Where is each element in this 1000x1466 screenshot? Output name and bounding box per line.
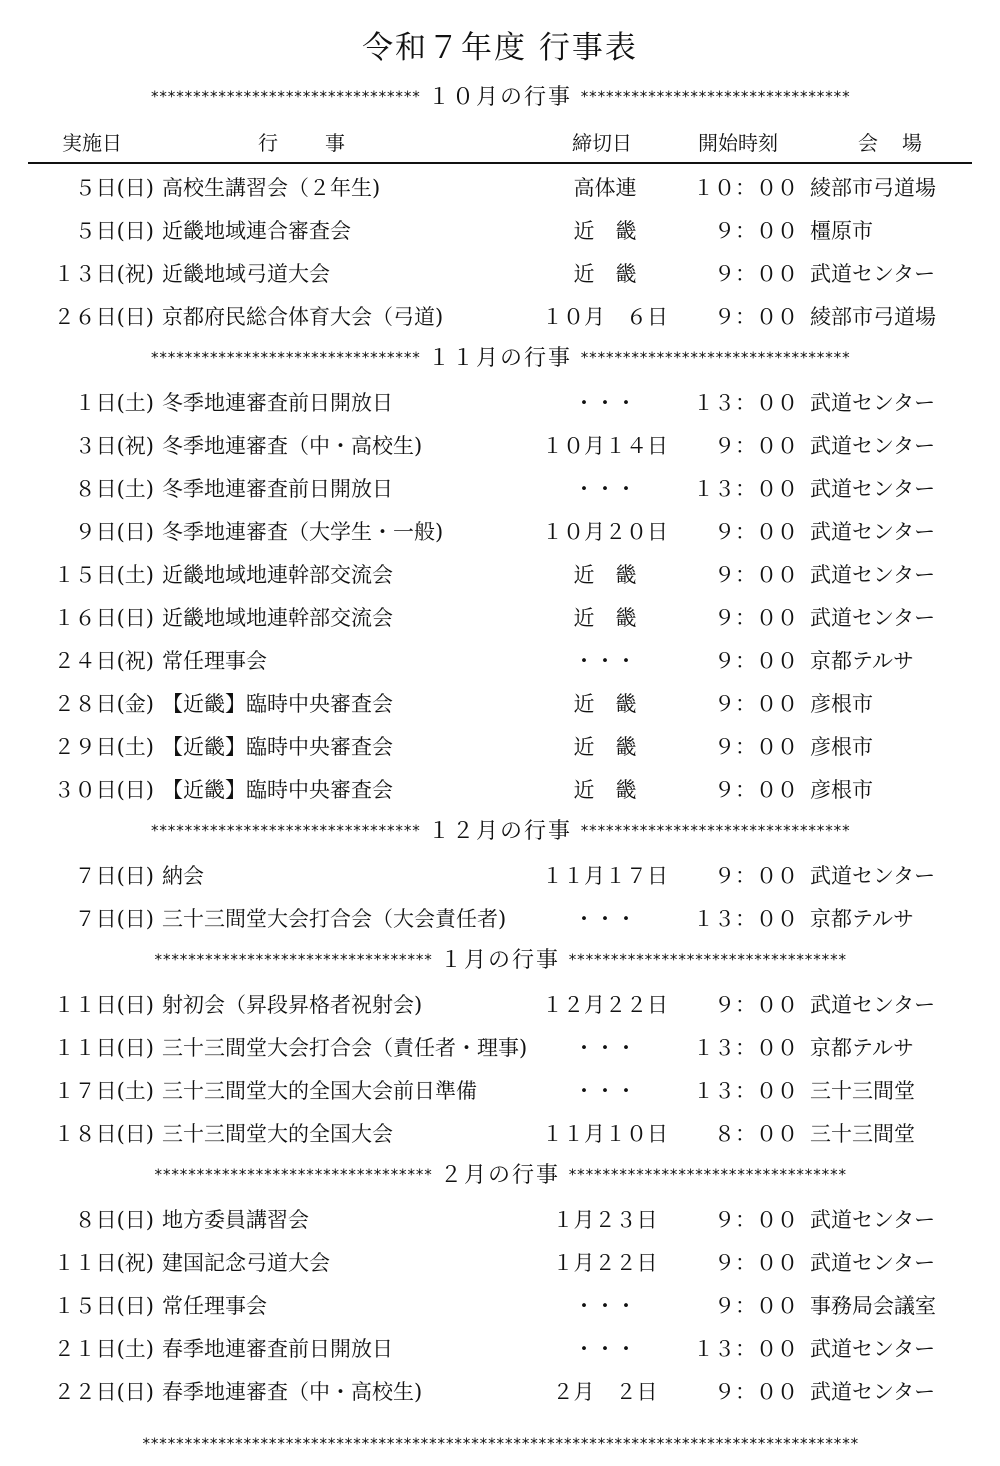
star-divider: ******************************** [580,87,850,106]
table-row [0,1325,1000,1368]
final-star-divider [0,1422,1000,1465]
event-start-time: ９：００ [714,520,798,544]
event-deadline: １０月１４日 [542,434,668,458]
event-name: 冬季地連審査（大学生・一般) [162,520,444,544]
table-row [0,1368,1000,1411]
table-row [0,1282,1000,1325]
event-start-time: １３：００ [693,1079,798,1103]
event-name: 近畿地域地連幹部交流会 [162,563,393,587]
event-name: 三十三間堂大的全国大会前日準備 [162,1079,477,1103]
event-name: 三十三間堂大的全国大会 [162,1122,393,1146]
event-start-time: ９：００ [714,993,798,1017]
event-start-time: ９：００ [714,606,798,630]
event-venue: 武道センター [810,993,936,1017]
event-deadline: ・・・ [573,1294,637,1318]
event-deadline: １０月２０日 [542,520,668,544]
event-date: １５日(土) [53,563,154,587]
event-start-time: ９：００ [714,262,798,286]
event-name: 【近畿】臨時中央審査会 [162,778,393,802]
star-divider: ******************************** [150,821,420,840]
event-deadline: ・・・ [573,907,637,931]
event-start-time: ９：００ [714,305,798,329]
event-venue: 武道センター [810,563,936,587]
header-venue-1: 会 [858,131,878,155]
section-header-october [0,75,1000,118]
table-row [0,1024,1000,1067]
table-row [0,1110,1000,1153]
event-name: 冬季地連審査（中・高校生) [162,434,423,458]
event-venue: 綾部市弓道場 [810,305,936,329]
event-name: 常任理事会 [162,649,267,673]
page-title: 令和７年度 行事表 [362,30,638,66]
event-venue: 武道センター [810,1337,936,1361]
event-date: １日(土) [74,391,154,415]
event-deadline: 近 畿 [573,219,637,243]
event-venue: 京都テルサ [810,649,914,673]
header-start-time: 開始時刻 [698,131,778,155]
event-date: ２６日(日) [53,305,154,329]
event-date: １１日(祝) [53,1251,154,1275]
event-date: ２８日(金) [53,692,154,716]
table-row [0,1067,1000,1110]
event-venue: 武道センター [810,520,936,544]
event-name: 地方委員講習会 [162,1208,309,1232]
event-name: 三十三間堂大会打合会（責任者・理事) [162,1036,528,1060]
event-name: 春季地連審査前日開放日 [162,1337,393,1361]
event-date: ５日(日) [74,219,154,243]
event-name: 納会 [162,864,204,888]
event-start-time: ９：００ [714,434,798,458]
table-row [0,895,1000,938]
event-date: ８日(土) [74,477,154,501]
event-venue: 事務局会議室 [810,1294,936,1318]
header-event-2: 事 [325,131,345,155]
event-venue: 綾部市弓道場 [810,176,936,200]
event-start-time: １３：００ [693,477,798,501]
event-name: 建国記念弓道大会 [162,1251,330,1275]
event-deadline: １１月１７日 [542,864,668,888]
table-row [0,1239,1000,1282]
event-name: 【近畿】臨時中央審査会 [162,735,393,759]
table-row [0,551,1000,594]
event-date: １１日(日) [53,1036,154,1060]
event-start-time: １０：００ [693,176,798,200]
star-divider: ************************************************************************************* [141,1434,859,1453]
event-start-time: ９：００ [714,649,798,673]
event-start-time: ９：００ [714,219,798,243]
event-deadline: 近 畿 [573,778,637,802]
event-date: ２１日(土) [53,1337,154,1361]
star-divider: ******************************** [580,821,850,840]
event-venue: 武道センター [810,477,936,501]
event-deadline: 近 畿 [573,606,637,630]
section-title: １１月の行事 [427,345,572,371]
event-venue: 武道センター [810,391,936,415]
section-title: １２月の行事 [427,818,572,844]
event-name: 京都府民総合体育大会（弓道) [162,305,444,329]
event-date: １７日(土) [53,1079,154,1103]
event-date: １８日(日) [53,1122,154,1146]
event-venue: 武道センター [810,434,936,458]
event-deadline: ・・・ [573,1337,637,1361]
event-start-time: ９：００ [714,692,798,716]
event-deadline: １１月１０日 [542,1122,668,1146]
table-row [0,852,1000,895]
event-venue: 京都テルサ [810,1036,914,1060]
table-row [0,422,1000,465]
event-venue: 武道センター [810,1380,936,1404]
event-deadline: 近 畿 [573,262,637,286]
event-venue: 彦根市 [810,778,873,802]
section-header-february [0,1153,1000,1196]
event-start-time: １３：００ [693,1036,798,1060]
event-date: ７日(日) [74,907,154,931]
event-date: ２２日(日) [53,1380,154,1404]
table-row [0,379,1000,422]
event-start-time: ９：００ [714,1380,798,1404]
event-venue: 三十三間堂 [810,1122,915,1146]
event-start-time: １３：００ [693,907,798,931]
table-row [0,680,1000,723]
event-start-time: ９：００ [714,1208,798,1232]
event-name: 冬季地連審査前日開放日 [162,391,393,415]
event-deadline: １０月 ６日 [542,305,668,329]
schedule-body [0,164,1000,1411]
event-venue: 彦根市 [810,692,873,716]
table-row [0,207,1000,250]
event-name: 三十三間堂大会打合会（大会責任者) [162,907,507,931]
event-date: １１日(日) [53,993,154,1017]
event-deadline: 高体連 [573,176,637,200]
table-row [0,293,1000,336]
star-divider: ********************************* [153,1165,432,1184]
event-name: 春季地連審査（中・高校生) [162,1380,423,1404]
event-deadline: 近 畿 [573,692,637,716]
event-venue: 武道センター [810,1251,936,1275]
star-divider: ********************************* [568,950,847,969]
event-venue: 彦根市 [810,735,873,759]
event-date: ９日(日) [74,520,154,544]
event-venue: 三十三間堂 [810,1079,915,1103]
event-date: ２９日(土) [53,735,154,759]
table-row [0,250,1000,293]
event-venue: 武道センター [810,864,936,888]
section-title: １月の行事 [439,947,560,973]
star-divider: ******************************** [580,348,850,367]
event-venue: 橿原市 [810,219,873,243]
event-date: ７日(日) [74,864,154,888]
star-divider: ********************************* [153,950,432,969]
event-deadline: ・・・ [573,1079,637,1103]
event-name: 射初会（昇段昇格者祝射会) [162,993,423,1017]
event-deadline: １月２２日 [552,1251,658,1275]
event-deadline: 近 畿 [573,563,637,587]
event-deadline: ・・・ [573,1036,637,1060]
event-start-time: ９：００ [714,1294,798,1318]
event-date: ２４日(祝) [53,649,154,673]
table-row [0,766,1000,809]
event-venue: 武道センター [810,606,936,630]
section-header-january [0,938,1000,981]
section-header-november [0,336,1000,379]
header-date: 実施日 [62,131,122,155]
header-event-1: 行 [258,131,278,155]
event-deadline: ・・・ [573,649,637,673]
event-name: 近畿地域弓道大会 [162,262,330,286]
event-date: ８日(日) [74,1208,154,1232]
event-date: ３日(祝) [74,434,154,458]
table-row [0,637,1000,680]
table-row [0,465,1000,508]
event-start-time: ９：００ [714,735,798,759]
star-divider: ******************************** [150,348,420,367]
event-start-time: ８：００ [714,1122,798,1146]
header-venue-2: 場 [902,131,922,155]
table-row [0,981,1000,1024]
event-date: １３日(祝) [53,262,154,286]
event-start-time: ９：００ [714,778,798,802]
event-name: 冬季地連審査前日開放日 [162,477,393,501]
event-start-time: ９：００ [714,563,798,587]
section-title: ２月の行事 [439,1162,560,1188]
event-deadline: ２月 ２日 [552,1380,658,1404]
event-name: 近畿地域連合審査会 [162,219,351,243]
event-deadline: ・・・ [573,477,637,501]
event-venue: 武道センター [810,1208,936,1232]
event-date: ３０日(日) [53,778,154,802]
event-start-time: ９：００ [714,1251,798,1275]
event-start-time: １３：００ [693,391,798,415]
event-deadline: １２月２２日 [542,993,668,1017]
table-row [0,1196,1000,1239]
event-date: １６日(日) [53,606,154,630]
event-name: 高校生講習会（２年生) [162,176,381,200]
event-name: 近畿地域地連幹部交流会 [162,606,393,630]
section-title: １０月の行事 [427,84,572,110]
event-deadline: ・・・ [573,391,637,415]
event-venue: 武道センター [810,262,936,286]
table-row [0,164,1000,207]
table-row [0,723,1000,766]
table-row [0,594,1000,637]
event-start-time: １３：００ [693,1337,798,1361]
event-deadline: １月２３日 [552,1208,658,1232]
star-divider: ********************************* [568,1165,847,1184]
section-header-december [0,809,1000,852]
event-start-time: ９：００ [714,864,798,888]
event-date: １５日(日) [53,1294,154,1318]
event-name: 常任理事会 [162,1294,267,1318]
table-row [0,508,1000,551]
event-deadline: 近 畿 [573,735,637,759]
star-divider: ******************************** [150,87,420,106]
header-deadline: 締切日 [572,131,632,155]
column-headers [0,127,1000,157]
event-name: 【近畿】臨時中央審査会 [162,692,393,716]
event-date: ５日(日) [74,176,154,200]
event-venue: 京都テルサ [810,907,914,931]
